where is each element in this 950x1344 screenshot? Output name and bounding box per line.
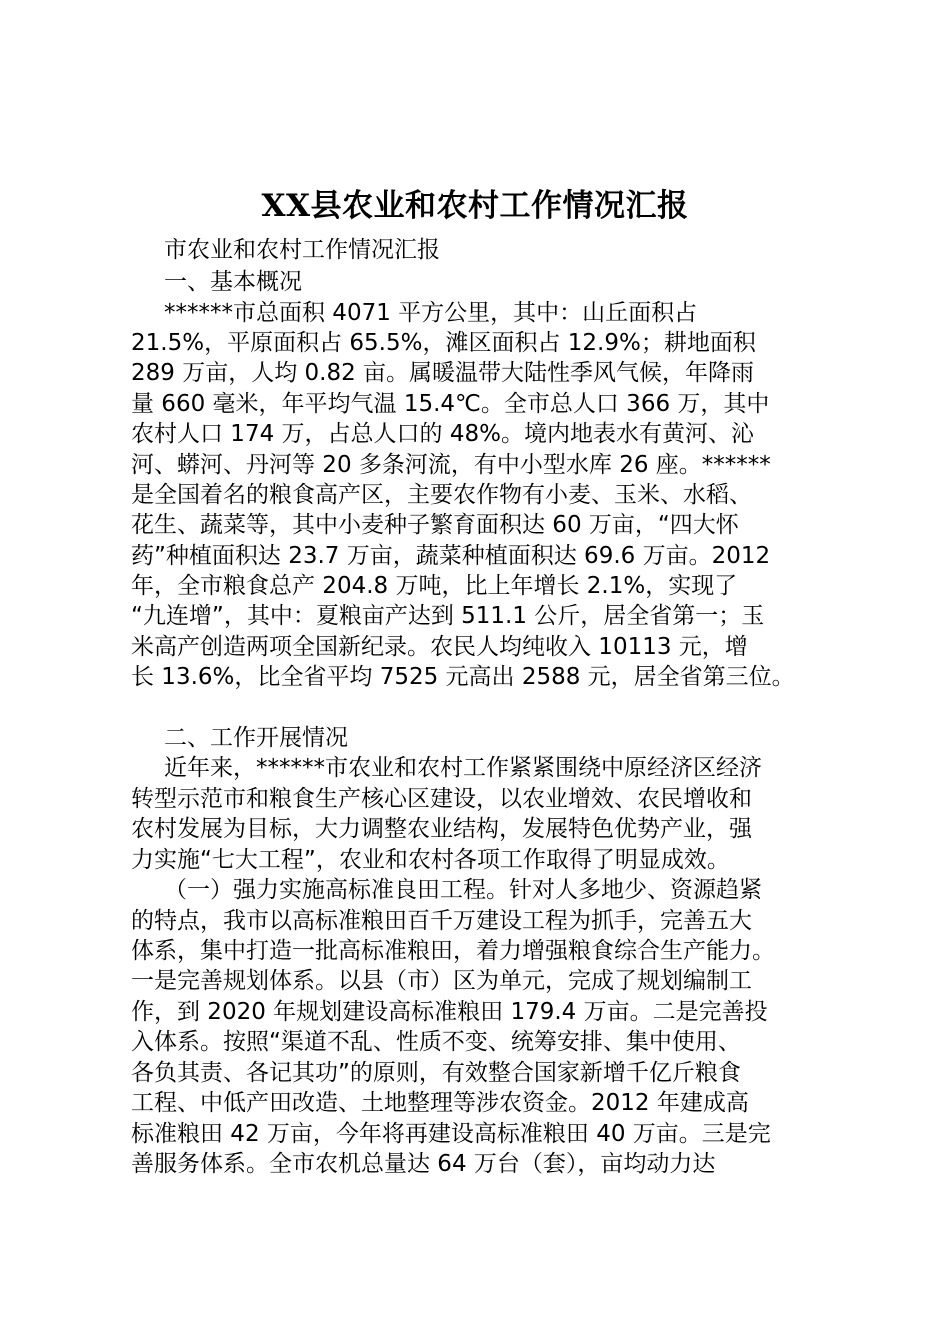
- paragraph-line: 近年来，******市农业和农村工作紧紧围绕中原经济区经济: [164, 755, 762, 781]
- subtitle-line: 市农业和农村工作情况汇报: [164, 237, 440, 263]
- paragraph-line: 的特点，我市以高标准粮田百千万建设工程为抓手，完善五大: [131, 908, 752, 934]
- paragraph-line: 善服务体系。全市农机总量达 64 万台（套），亩均动力达: [131, 1151, 716, 1177]
- paragraph-line: （一）强力实施高标准良田工程。针对人多地少、资源趋紧: [164, 877, 762, 903]
- paragraph-line: 力实施“七大工程”，农业和农村各项工作取得了明显成效。: [131, 847, 730, 873]
- paragraph-line: 289 万亩，人均 0.82 亩。属暖温带大陆性季风气候，年降雨: [131, 360, 755, 386]
- paragraph-line: 21.5%，平原面积占 65.5%，滩区面积占 12.9%；耕地面积: [131, 330, 756, 356]
- paragraph-line: 工程、中低产田改造、土地整理等涉农资金。2012 年建成高: [131, 1090, 749, 1116]
- paragraph-line: 农村人口 174 万，占总人口的 48%。境内地表水有黄河、沁: [131, 421, 754, 447]
- paragraph-line: 体系，集中打造一批高标准粮田，着力增强粮食综合生产能力。: [131, 938, 775, 964]
- paragraph-line: “九连增”，其中：夏粮亩产达到 511.1 公斤，居全省第一；玉: [131, 603, 765, 629]
- paragraph-line: 标准粮田 42 万亩，今年将再建设高标准粮田 40 万亩。三是完: [131, 1121, 771, 1147]
- paragraph-line: 药”种植面积达 23.7 万亩，蔬菜种植面积达 69.6 万亩。2012: [131, 543, 771, 569]
- paragraph-line: 是全国着名的粮食高产区，主要农作物有小麦、玉米、水稻、: [131, 482, 752, 508]
- section-heading-2: 二、工作开展情况: [164, 725, 348, 751]
- paragraph-line: 农村发展为目标，大力调整农业结构，发展特色优势产业，强: [131, 816, 752, 842]
- paragraph-line: 年，全市粮食总产 204.8 万吨，比上年增长 2.1%，实现了: [131, 573, 738, 599]
- paragraph-line: ******市总面积 4071 平方公里，其中：山丘面积占: [164, 300, 698, 326]
- paragraph-line: 长 13.6%，比全省平均 7525 元高出 2588 元，居全省第三位。: [131, 664, 795, 690]
- paragraph-line: 米高产创造两项全国新纪录。农民人均纯收入 10113 元，增: [131, 634, 748, 660]
- paragraph-line: 河、蟒河、丹河等 20 多条河流，有中小型水库 26 座。******: [131, 452, 771, 478]
- paragraph-line: 入体系。按照“渠道不乱、性质不变、统筹安排、集中使用、: [131, 1029, 741, 1055]
- paragraph-line: 作，到 2020 年规划建设高标准粮田 179.4 万亩。二是完善投: [131, 999, 768, 1025]
- document-title: XX县农业和农村工作情况汇报: [261, 188, 689, 224]
- paragraph-line: 各负其责、各记其功”的原则，有效整合国家新增千亿斤粮食: [131, 1060, 741, 1086]
- paragraph-line: 花生、蔬菜等，其中小麦种子繁育面积达 60 万亩，“四大怀: [131, 512, 739, 538]
- paragraph-line: 量 660 毫米，年平均气温 15.4℃。全市总人口 366 万，其中: [131, 391, 770, 417]
- paragraph-line: 转型示范市和粮食生产核心区建设，以农业增效、农民增收和: [131, 786, 752, 812]
- paragraph-line: 一是完善规划体系。以县（市）区为单元，完成了规划编制工: [131, 968, 752, 994]
- section-heading-1: 一、基本概况: [164, 269, 302, 295]
